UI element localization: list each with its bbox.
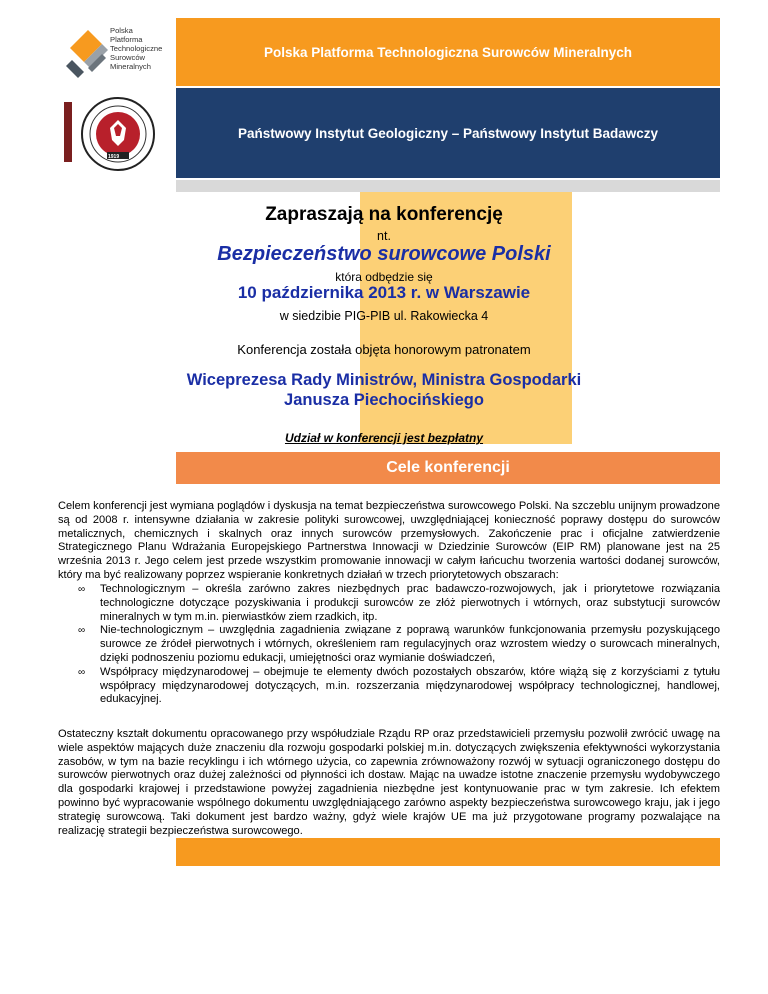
grey-divider	[176, 180, 720, 192]
invite-heading: Zapraszają na konferencję	[265, 204, 503, 225]
goals-heading: Cele konferencji	[386, 459, 510, 476]
patronage-text: Konferencja została objęta honorowym patronatem	[237, 342, 531, 357]
logo-line: Polska	[110, 26, 133, 35]
bullet-icon: ∞	[78, 666, 86, 678]
list-item-text: Technologicznym – określa zarówno zakres niezbędnych prac badawczo-rozwojowych, jak i priorytetowe rozwiązania technologiczne dotyczące pozyskiwania i produkcji surowców ze złóż pierwotnych i wtórnych, oraz substytucji surowców mineralnych w tym m.in. pierwiastków ziem rzadkich, itp.	[100, 583, 720, 623]
footer-band	[176, 838, 720, 866]
seal-year: 1919	[108, 154, 120, 160]
nt-label: nt.	[377, 229, 391, 243]
conference-venue: w siedzibie PIG-PIB ul. Rakowiecka 4	[279, 309, 489, 323]
list-item	[78, 583, 720, 624]
list-item-text: Współpracy międzynarodowej – obejmuje te elementy dwóch pozostałych obszarów, które wiążą się z korzyściami z tytułu współpracy międzynarodowej dotyczących, m.in. rozszerzania międzynarodowej współpracy technologicznej, handlowej, edukacyjnej.	[100, 665, 720, 706]
logo-line: Surowców	[110, 53, 146, 62]
logo-line: Mineralnych	[110, 62, 151, 71]
pig-seal-icon	[58, 90, 176, 180]
goals-paragraph-1: Celem konferencji jest wymiana poglądów i dyskusja na temat bezpieczeństwa surowcowego Polski. Na szczeblu unijnym prowadzone są od 2008 r. intensywne działania w zakresie polityki surowcowej, uwzględniającej konieczność poprawy dostępu do surowców metalicznych, chemicznych i skalnych oraz innych surowców przemysłowych. Zakończenie prac i oficjalne zatwierdzenie Strategicznego Planu Wdrażania Europejskiego Partnerstwa Innowacji w Dziedzinie Surowców (EIP RM) planowane jest na 25 września 2013 r. Jego celem jest przede wszystkim promowanie innowacji w całym łańcuchu tworzenia wartości dodanej surowców, który ma być realizowany poprzez wspieranie konkretnych działań w trzech priorytetowych obszarach:	[58, 500, 720, 581]
list-item-text: Nie-technologicznym – uwzględnia zagadnienia związane z poprawą warunków funkcjonowania przemysłu pozyskującego surowce ze źródeł pierwotnych i wtórnych, określeniem ram regulacyjnych oraz wzrostem wiedzy o surowcach mineralnych, dzięki podnoszeniu poziomu edukacji, umiejętności oraz wymianie doświadczeń,	[100, 624, 720, 664]
priority-areas-list	[78, 583, 720, 707]
bullet-icon: ∞	[78, 584, 86, 595]
list-item	[78, 624, 720, 665]
bullet-icon: ∞	[78, 625, 86, 637]
logo-line: Technologiczne	[110, 44, 163, 53]
institute-title: Państwowy Instytut Geologiczny – Państwowy Instytut Badawczy	[237, 125, 659, 141]
goals-paragraph-2: Ostateczny kształt dokumentu opracowanego przy współudziale Rządu RP oraz przedstawicieli przemysłu pozwolił zwrócić uwagę na wiele aspektów mających duże znaczeniu dla rozwoju gospodarki polskiej m.in. dotyczących zwiększenia efektywności wykorzystania zasobów, w tym na bazie recyklingu i ich wtórnego użycia, co zapewnia zrównoważony rozwój w sytuacji ograniczonego dostępu do surowców pierwotnych oraz dużej zależności od płynności ich dostaw. Mając na uwadze istotne znaczenie przemysłu wydobywczego dla gospodarki krajowej i przedstawione powyżej zagadnienia niezbędne jest kontynuowanie prac w tym zakresie. Ich efektem powinno być wypracowanie wspólnego dokumentu uwzględniającego zarówno aspekty bezpieczeństwa surowcowego kraju, jak i jego strategię surowcową. Taki dokument jest bardzo ważny, gdyż wiele krajów UE ma już przygotowane programy pozwalające na realizację strategii bezpieczeństwa surowcowego.	[58, 728, 720, 837]
free-participation-note: Udział w konferencji jest bezpłatny	[284, 431, 484, 445]
platform-title-band	[176, 18, 720, 86]
conference-topic: Bezpieczeństwo surowcowe Polski	[217, 243, 551, 265]
institute-title-band	[176, 88, 720, 178]
patron-title: Wiceprezesa Rady Ministrów, Ministra Gospodarki	[186, 371, 582, 389]
conference-date: 10 października 2013 r. w Warszawie	[237, 283, 531, 302]
pig-pib-logo	[58, 90, 176, 180]
patron-name: Janusza Piechocińskiego	[284, 391, 484, 409]
list-item	[78, 666, 720, 707]
goals-heading-band	[176, 452, 720, 484]
which-text: która odbędzie się	[335, 270, 433, 284]
ppts-logo	[58, 20, 176, 86]
ppts-logo-text	[110, 26, 162, 71]
logo-line: Platforma	[110, 35, 143, 44]
platform-title: Polska Platforma Technologiczna Surowców Mineralnych	[263, 44, 633, 60]
